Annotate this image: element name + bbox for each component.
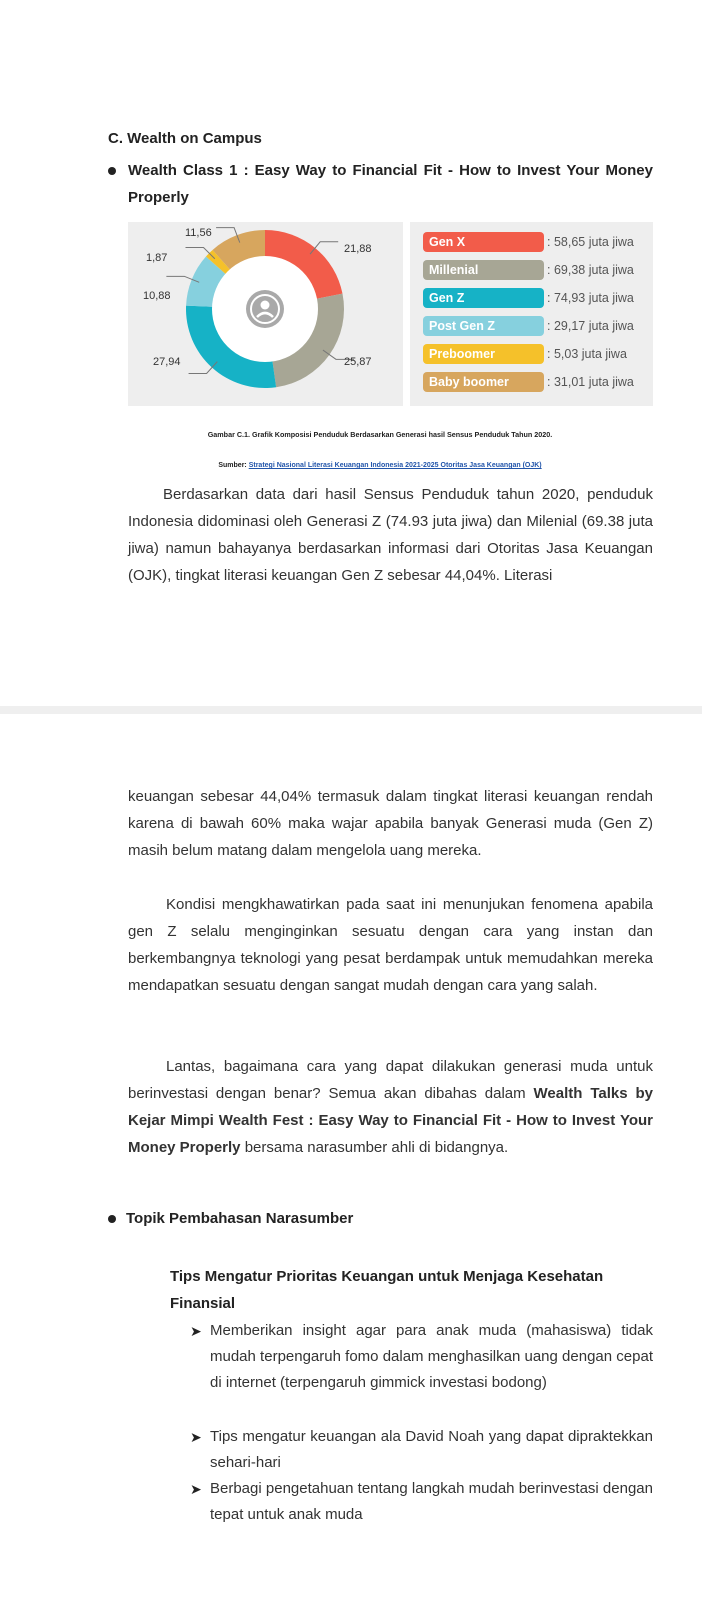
- generation-chart-figure: [128, 222, 653, 406]
- paragraph-4-end: bersama narasumber ahli di bidangnya.: [240, 1139, 509, 1156]
- legend-swatch-baby-boomer: Baby boomer: [423, 372, 544, 392]
- paragraph-4-start: Lantas, bagaimana cara yang dapat dilakukan generasi muda untuk berinvestasi dengan benar? Semua akan dibahas dalam: [128, 1058, 653, 1102]
- legend-swatch-millenial: Millenial: [423, 260, 544, 280]
- page-1: [0, 0, 702, 706]
- paragraph-2: keuangan sebesar 44,04% termasuk dalam tingkat literasi keuangan rendah karena di bawah 60% maka wajar apabila banyak Generasi muda (Gen Z) masih belum matang dalam mengelola uang mereka.: [128, 788, 653, 859]
- legend-value-gen-x: : 58,65 juta jiwa: [547, 235, 634, 249]
- source-link[interactable]: Strategi Nasional Literasi Keuangan Indonesia 2021-2025 Otoritas Jasa Keuangan (OJK): [248, 462, 542, 469]
- legend-value-post-gen-z: : 29,17 juta jiwa: [547, 319, 634, 333]
- event-title: Wealth Talks by Kejar Mimpi Wealth Fest : Easy Way to Financial Fit - How to Invest Your Money Properly: [128, 1085, 653, 1156]
- slice-label-preboomer: 1,87: [146, 252, 168, 264]
- slice-label-millenial: 25,87: [344, 356, 372, 368]
- figure-divider: [403, 222, 410, 406]
- legend-value-baby-boomer: : 31,01 juta jiwa: [547, 375, 634, 389]
- slice-label-post-gen-z: 10,88: [143, 290, 171, 302]
- topic-heading-text: Topik Pembahasan Narasumber: [126, 1210, 354, 1227]
- topic-item-2: [190, 1424, 653, 1476]
- paragraph-3: Kondisi mengkhawatirkan pada saat ini menunjukan fenomena apabila gen Z selalu menginginkan sesuatu dengan cara yang instan dan berkembangnya teknologi yang pesat berdampak untuk memudahkan mereka mendapatkan sesuatu dengan sangat mudah dengan cara yang salah.: [128, 896, 653, 994]
- topic-subheading: Tips Mengatur Prioritas Keuangan untuk Menjaga Kesehatan Finansial: [170, 1268, 604, 1312]
- topic-heading: [108, 1210, 353, 1227]
- paragraph-4: [128, 1053, 653, 1161]
- bullet-dot: [108, 1215, 116, 1223]
- section-heading: C. Wealth on Campus: [108, 130, 262, 147]
- legend-value-millenial: : 69,38 juta jiwa: [547, 263, 634, 277]
- legend-value-gen-z: : 74,93 juta jiwa: [547, 291, 634, 305]
- user-icon: [246, 290, 284, 328]
- figure-source: [60, 462, 700, 469]
- source-prefix: Sumber:: [218, 462, 249, 469]
- slice-label-gen-z: 27,94: [153, 356, 181, 368]
- topic-item-3: [190, 1476, 653, 1528]
- topic-item-text: Memberikan insight agar para anak muda (mahasiswa) tidak mudah terpengaruh fomo dalam menghasilkan uang dengan cepat di internet (terpengaruh gimmick investasi bodong): [210, 1322, 653, 1391]
- arrow-bullet-icon: ➤: [190, 1323, 202, 1339]
- topic-item-text: Tips mengatur keuangan ala David Noah yang dapat dipraktekkan sehari-hari: [210, 1428, 653, 1471]
- legend-value-preboomer: : 5,03 juta jiwa: [547, 347, 627, 361]
- topic-item-1: [190, 1318, 653, 1396]
- figure-caption: Gambar C.1. Grafik Komposisi Penduduk Berdasarkan Generasi hasil Sensus Penduduk Tahun 2020.: [207, 430, 553, 439]
- paragraph-1: Berdasarkan data dari hasil Sensus Penduduk tahun 2020, penduduk Indonesia didominasi oleh Generasi Z (74.93 juta jiwa) dan Milenial (69.38 juta jiwa) namun bahayanya berdasarkan informasi dari Otoritas Jasa Keuangan (OJK), tingkat literasi keuangan Gen Z sebesar 44,04%. Literasi: [128, 486, 653, 584]
- arrow-bullet-icon: ➤: [190, 1481, 202, 1497]
- topic-item-text: Berbagi pengetahuan tentang langkah mudah berinvestasi dengan tepat untuk anak muda: [210, 1480, 653, 1523]
- page-break: [0, 706, 702, 714]
- legend-swatch-gen-z: Gen Z: [423, 288, 544, 308]
- legend-swatch-gen-x: Gen X: [423, 232, 544, 252]
- bullet-title: Wealth Class 1 : Easy Way to Financial Fit - How to Invest Your Money Properly: [128, 162, 653, 206]
- legend-swatch-preboomer: Preboomer: [423, 344, 544, 364]
- legend-swatch-post-gen-z: Post Gen Z: [423, 316, 544, 336]
- slice-label-gen-x: 21,88: [344, 243, 372, 255]
- bullet-dot: [108, 167, 116, 175]
- arrow-bullet-icon: ➤: [190, 1429, 202, 1445]
- slice-label-baby-boomer: 11,56: [185, 227, 212, 239]
